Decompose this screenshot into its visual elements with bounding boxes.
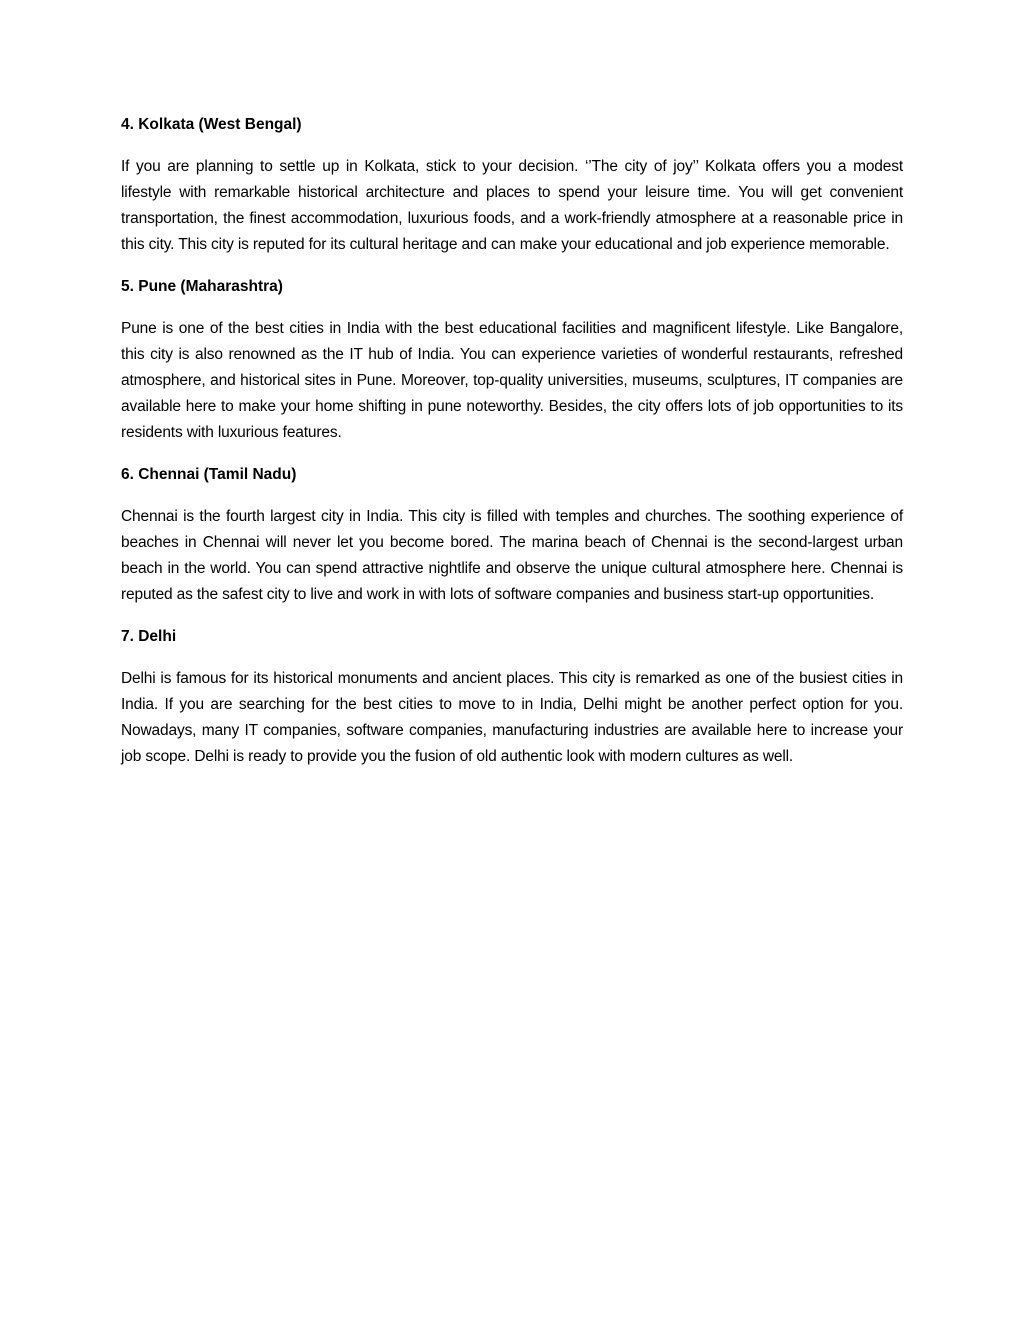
section-paragraph: If you are planning to settle up in Kolkata, stick to your decision. ‘’The city of joy’’ Kolkata offers you a modest lifestyle with remarkable historical architecture and places to spend your leisure time. You will get convenient transportation, the finest accommodation, luxurious foods, and a work-friendly atmosphere at a reasonable price in this city. This city is reputed for its cultural heritage and can make your educational and job experience memorable. xyxy=(121,158,903,253)
section-heading: 5. Pune (Maharashtra) xyxy=(121,278,283,295)
section-paragraph: Chennai is the fourth largest city in India. This city is filled with temples and churches. The soothing experience of beaches in Chennai will never let you become bored. The marina beach of Chennai is the second-largest urban beach in the world. You can spend attractive nightlife and observe the unique cultural atmosphere here. Chennai is reputed as the safest city to live and work in with lots of software companies and business start-up opportunities. xyxy=(121,508,903,603)
section-chennai xyxy=(121,462,903,608)
section-kolkata xyxy=(121,112,903,258)
section-paragraph: Delhi is famous for its historical monuments and ancient places. This city is remarked as one of the busiest cities in India. If you are searching for the best cities to move to in India, Delhi might be another perfect option for you. Nowadays, many IT companies, software companies, manufacturing industries are available here to increase your job scope. Delhi is ready to provide you the fusion of old authentic look with modern cultures as well. xyxy=(121,670,903,765)
section-heading: 6. Chennai (Tamil Nadu) xyxy=(121,466,297,483)
section-heading: 4. Kolkata (West Bengal) xyxy=(121,116,302,133)
section-paragraph: Pune is one of the best cities in India with the best educational facilities and magnificent lifestyle. Like Bangalore, this city is also renowned as the IT hub of India. You can experience varieties of wonderful restaurants, refreshed atmosphere, and historical sites in Pune. Moreover, top-quality universities, museums, sculptures, IT companies are available here to make your home shifting in pune noteworthy. Besides, the city offers lots of job opportunities to its residents with luxurious features. xyxy=(121,320,903,441)
section-heading: 7. Delhi xyxy=(121,628,177,645)
document-page xyxy=(121,112,903,786)
section-pune xyxy=(121,274,903,446)
section-delhi xyxy=(121,624,903,770)
